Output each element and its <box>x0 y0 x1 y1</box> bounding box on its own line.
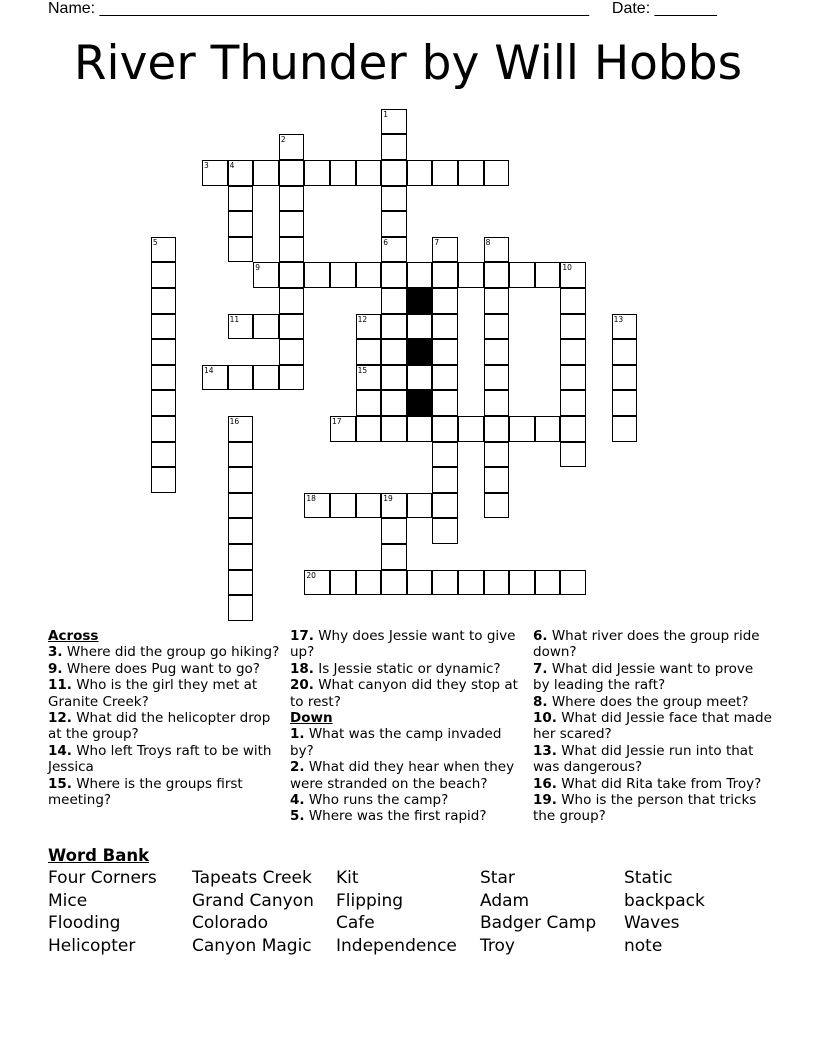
word-bank-item: Kit <box>336 868 359 888</box>
crossword-cell[interactable] <box>202 160 228 186</box>
clue-text: What did the helicopter drop at the group? <box>48 710 271 743</box>
crossword-cell[interactable] <box>202 365 228 391</box>
crossword-cell[interactable] <box>356 339 382 365</box>
crossword-cell[interactable] <box>484 339 510 365</box>
down-heading: Down <box>290 710 333 727</box>
clue-number: 18 <box>306 493 316 503</box>
clue-text: What did Jessie face that made her scared? <box>533 710 772 743</box>
clue-number: 1 <box>383 109 388 119</box>
clue <box>48 661 280 677</box>
crossword-cell[interactable] <box>407 365 433 391</box>
clue-number: 10. <box>533 710 557 727</box>
page-title: River Thunder by Will Hobbs <box>73 36 743 91</box>
word-bank-item: Cafe <box>336 913 375 934</box>
crossword-cell[interactable] <box>484 262 510 288</box>
crossword-cell[interactable] <box>381 570 407 596</box>
crossword-cell[interactable] <box>458 570 484 596</box>
crossword-cell[interactable] <box>407 160 433 186</box>
clue-text: Where was the first rapid? <box>304 808 487 825</box>
crossword-cell[interactable] <box>381 160 407 186</box>
crossword-cell[interactable] <box>228 518 254 544</box>
clue-text: What did Jessie run into that was dangerous? <box>533 742 754 776</box>
crossword-cell[interactable] <box>228 467 254 493</box>
crossword-cell[interactable] <box>381 339 407 365</box>
clue-number: 16 <box>229 417 240 426</box>
clue <box>533 628 773 661</box>
word-bank-item: Flooding <box>48 913 121 934</box>
name-label: Name: <box>48 0 96 17</box>
crossword-cell[interactable] <box>151 288 177 314</box>
crossword-cell[interactable] <box>484 442 510 468</box>
crossword-cell[interactable] <box>356 314 382 340</box>
crossword-cell[interactable] <box>381 493 407 519</box>
crossword-cell[interactable] <box>432 365 458 391</box>
crossword-cell[interactable] <box>228 186 254 212</box>
crossword-cell[interactable] <box>356 160 382 186</box>
word-bank-item: note <box>624 935 663 956</box>
clue-text: What canyon did they stop at to rest? <box>290 677 518 710</box>
word-bank-item: Waves <box>624 913 680 934</box>
clue <box>48 743 280 776</box>
crossword-cell[interactable] <box>330 570 356 596</box>
crossword-cell[interactable] <box>279 365 305 391</box>
crossword-cell[interactable] <box>381 365 407 391</box>
crossword-cell[interactable] <box>279 211 305 237</box>
crossword-cell[interactable] <box>151 314 177 340</box>
crossword-cell[interactable] <box>432 467 458 493</box>
crossword-cell[interactable] <box>228 160 254 186</box>
clue-text: Who is the person that tricks the group? <box>533 792 757 825</box>
word-bank-item: Grand Canyon <box>192 890 314 911</box>
crossword-cell[interactable] <box>381 237 407 263</box>
clue-number: 17 <box>332 417 342 426</box>
crossword-cell[interactable] <box>151 416 177 442</box>
crossword-cell[interactable] <box>381 518 407 544</box>
word-bank-item: backpack <box>624 890 705 911</box>
crossword-cell[interactable] <box>484 493 510 519</box>
crossword-cell[interactable] <box>432 570 458 596</box>
clue <box>290 661 526 677</box>
clue-number: 15 <box>357 365 368 375</box>
clue-text: Where does the group meet? <box>547 693 749 710</box>
across-heading: Across <box>48 628 99 644</box>
word-bank-item: Independence <box>336 935 457 956</box>
crossword-cell[interactable] <box>228 365 254 391</box>
crossword-cell[interactable] <box>560 339 586 365</box>
clue-text: What did Rita take from Troy? <box>556 775 762 792</box>
crossword-cell[interactable] <box>381 109 407 135</box>
crossword-cell[interactable] <box>560 442 586 468</box>
word-bank-item: Helicopter <box>48 935 136 956</box>
word-bank-item: Adam <box>480 890 530 911</box>
crossword-cell[interactable] <box>484 416 510 442</box>
crossword-cell[interactable] <box>484 365 510 391</box>
crossword-cell[interactable] <box>612 339 638 365</box>
crossword-cell[interactable] <box>612 314 638 340</box>
clue <box>48 677 280 710</box>
word-bank-item: Troy <box>480 935 515 956</box>
clue-number: 19 <box>383 493 393 503</box>
crossword-cell[interactable] <box>432 237 458 263</box>
crossword-cell[interactable] <box>253 160 279 186</box>
crossword-cell[interactable] <box>535 416 561 442</box>
clue <box>48 776 280 809</box>
word-bank-item: Colorado <box>192 913 268 934</box>
crossword-cell[interactable] <box>535 262 561 288</box>
crossword-cell[interactable] <box>304 160 330 186</box>
clue-text: Who runs the camp? <box>304 792 449 809</box>
clue <box>290 677 526 710</box>
crossword-cell[interactable] <box>304 570 330 596</box>
crossword-cell[interactable] <box>356 416 382 442</box>
clue <box>533 661 773 694</box>
crossword-cell[interactable] <box>560 314 586 340</box>
across-clues-list-continued <box>290 628 526 710</box>
crossword-cell[interactable] <box>381 544 407 570</box>
clue-text: Who left Troys raft to be with Jessica <box>48 742 272 776</box>
crossword-cell[interactable] <box>407 314 433 340</box>
clue-number: 1. <box>290 726 305 743</box>
word-bank-item: Static <box>624 868 673 888</box>
crossword-cell[interactable] <box>432 314 458 340</box>
clue <box>533 694 773 710</box>
word-bank-item: Star <box>480 868 515 888</box>
crossword-cell[interactable] <box>484 390 510 416</box>
clue-number: 13 <box>613 314 624 324</box>
crossword-cell[interactable] <box>356 493 382 519</box>
clue-number: 7 <box>434 237 440 247</box>
clue-number: 5 <box>152 237 158 247</box>
word-bank-item: Tapeats Creek <box>192 868 312 888</box>
crossword-cell[interactable] <box>279 262 305 288</box>
clue-number: 18. <box>290 660 314 677</box>
crossword-cell[interactable] <box>509 570 535 596</box>
clue-text: Where does Pug want to go? <box>62 660 260 677</box>
crossword-cell[interactable] <box>407 493 433 519</box>
crossword-cell[interactable] <box>279 237 305 263</box>
date-label: Date: <box>611 0 651 17</box>
crossword-cell[interactable] <box>356 262 382 288</box>
crossword-cell[interactable] <box>535 570 561 596</box>
clue-number: 20. <box>290 677 314 694</box>
word-bank-column <box>336 867 457 957</box>
crossword-cell[interactable] <box>356 570 382 596</box>
crossword-cell[interactable] <box>560 416 586 442</box>
clue-number: 16. <box>533 775 557 792</box>
clue <box>533 710 773 743</box>
crossword-cell[interactable] <box>560 365 586 391</box>
clue-number: 17. <box>290 628 314 644</box>
crossword-cell[interactable] <box>484 288 510 314</box>
crossword-cell[interactable] <box>381 186 407 212</box>
clue-number: 15. <box>48 775 72 792</box>
crossword-cell[interactable] <box>432 160 458 186</box>
clue-text: Where is the groups first meeting? <box>48 775 243 809</box>
crossword-cell[interactable] <box>151 339 177 365</box>
crossword-cell[interactable] <box>228 570 254 596</box>
crossword-cell[interactable] <box>253 365 279 391</box>
clue-number: 10 <box>562 263 572 273</box>
clue-number: 8 <box>485 237 491 247</box>
clue <box>533 776 773 792</box>
clue-number: 13. <box>533 742 557 759</box>
clue-number: 12 <box>357 314 368 324</box>
crossword-cell[interactable] <box>279 134 305 160</box>
crossword-cell[interactable] <box>484 160 510 186</box>
crossword-cell[interactable] <box>484 570 510 596</box>
clue <box>290 628 526 661</box>
clue <box>48 644 280 660</box>
clue-text: Is Jessie static or dynamic? <box>313 660 501 677</box>
clue-text: What did they hear when they were stranded on the beach? <box>290 759 515 792</box>
crossword-cell[interactable] <box>509 262 535 288</box>
crossword-cell[interactable] <box>432 416 458 442</box>
word-bank-column <box>48 867 157 957</box>
crossword-cell[interactable] <box>458 160 484 186</box>
crossword-cell[interactable] <box>407 262 433 288</box>
crossword-cell[interactable] <box>407 416 433 442</box>
crossword-cell[interactable] <box>330 493 356 519</box>
crossword-cell[interactable] <box>432 339 458 365</box>
clue-number: 9. <box>48 660 63 677</box>
clue-number: 3 <box>204 161 209 170</box>
crossword-cell[interactable] <box>228 544 254 570</box>
clue-number: 14 <box>204 365 214 375</box>
clue-number: 12. <box>48 710 72 727</box>
clue-text: Who is the girl they met at Granite Creek? <box>48 677 258 710</box>
clue <box>290 759 526 792</box>
clue-number: 14. <box>48 742 72 759</box>
clue-number: 4 <box>229 161 235 170</box>
crossword-cell[interactable] <box>304 493 330 519</box>
crossword-cell[interactable] <box>560 262 586 288</box>
crossword-cell[interactable] <box>381 390 407 416</box>
crossword-cell[interactable] <box>228 493 254 519</box>
crossword-cell[interactable] <box>381 416 407 442</box>
clues-column-1 <box>48 628 280 808</box>
crossword-cell[interactable] <box>228 442 254 468</box>
crossword-cell[interactable] <box>381 288 407 314</box>
clue <box>48 710 280 743</box>
black-square <box>407 390 433 416</box>
clue-number: 11. <box>48 677 72 694</box>
crossword-cell[interactable] <box>432 262 458 288</box>
crossword-cell[interactable] <box>612 390 638 416</box>
clue <box>290 808 526 824</box>
crossword-cell[interactable] <box>253 314 279 340</box>
word-bank-column <box>192 867 314 957</box>
crossword-cell[interactable] <box>304 262 330 288</box>
word-bank-item: Flipping <box>336 890 404 911</box>
down-clues-list <box>290 726 526 824</box>
crossword-cell[interactable] <box>381 211 407 237</box>
crossword-cell[interactable] <box>279 288 305 314</box>
black-square <box>407 288 433 314</box>
clue <box>290 792 526 808</box>
clue-number: 4. <box>290 792 305 809</box>
clue-number: 2. <box>290 759 305 776</box>
crossword-cell[interactable] <box>484 314 510 340</box>
clue-number: 2 <box>280 135 286 145</box>
clue-number: 6 <box>383 237 388 247</box>
crossword-cell[interactable] <box>151 390 177 416</box>
clue-number: 8. <box>533 693 548 710</box>
name-blank[interactable]: _______________________________________________________ <box>99 0 589 17</box>
word-bank-title: Word Bank <box>48 846 150 865</box>
clue-number: 19. <box>533 792 557 809</box>
crossword-cell[interactable] <box>151 262 177 288</box>
clues-column-2 <box>290 628 526 825</box>
crossword-cell[interactable] <box>151 467 177 493</box>
crossword-cell[interactable] <box>151 237 177 263</box>
clue <box>290 726 526 759</box>
crossword-cell[interactable] <box>330 160 356 186</box>
crossword-cell[interactable] <box>432 390 458 416</box>
clue-number: 6. <box>533 628 548 644</box>
crossword-cell[interactable] <box>381 134 407 160</box>
clue-text: Why does Jessie want to give up? <box>290 628 516 661</box>
clue-number: 7. <box>533 660 548 677</box>
crossword-cell[interactable] <box>381 262 407 288</box>
crossword-cell[interactable] <box>356 365 382 391</box>
clue <box>533 792 773 825</box>
crossword-cell[interactable] <box>228 314 254 340</box>
crossword-cell[interactable] <box>432 288 458 314</box>
crossword-cell[interactable] <box>458 416 484 442</box>
crossword-cell[interactable] <box>151 442 177 468</box>
crossword-cell[interactable] <box>612 416 638 442</box>
crossword-cell[interactable] <box>253 262 279 288</box>
clue-text: What did Jessie want to prove by leading the raft? <box>533 660 754 694</box>
clue-text: What river does the group ride down? <box>533 628 760 661</box>
crossword-cell[interactable] <box>484 467 510 493</box>
clue-number: 9 <box>255 263 260 273</box>
crossword-cell[interactable] <box>484 237 510 263</box>
clue-number: 3. <box>48 644 63 661</box>
clue-number: 20 <box>306 570 316 580</box>
word-bank-item: Mice <box>48 890 88 911</box>
crossword-cell[interactable] <box>279 160 305 186</box>
clue-number: 5. <box>290 808 305 825</box>
crossword-cell[interactable] <box>509 416 535 442</box>
down-clues-list-continued <box>533 628 773 825</box>
clue-number: 11 <box>229 314 240 324</box>
crossword-cell[interactable] <box>279 339 305 365</box>
crossword-cell[interactable] <box>407 570 433 596</box>
word-bank-column <box>480 867 596 957</box>
crossword-cell[interactable] <box>560 570 586 596</box>
clue-text: What was the camp invaded by? <box>290 726 502 759</box>
crossword-cell[interactable] <box>228 416 254 442</box>
word-bank-item: Badger Camp <box>480 913 597 934</box>
black-square <box>407 339 433 365</box>
crossword-cell[interactable] <box>560 390 586 416</box>
crossword-cell[interactable] <box>612 365 638 391</box>
crossword-cell[interactable] <box>279 314 305 340</box>
clue-text: Where did the group go hiking? <box>62 644 280 661</box>
crossword-cell[interactable] <box>330 416 356 442</box>
crossword-cell[interactable] <box>458 262 484 288</box>
crossword-cell[interactable] <box>151 365 177 391</box>
crossword-cell[interactable] <box>228 595 254 621</box>
crossword-cell[interactable] <box>330 262 356 288</box>
crossword-cell[interactable] <box>228 211 254 237</box>
crossword-cell[interactable] <box>228 237 254 263</box>
word-bank-item: Four Corners <box>48 868 157 888</box>
crossword-cell[interactable] <box>432 493 458 519</box>
across-clues-list <box>48 644 280 808</box>
clues-column-3 <box>533 628 773 825</box>
crossword-cell[interactable] <box>432 518 458 544</box>
crossword-cell[interactable] <box>356 390 382 416</box>
word-bank-item: Canyon Magic <box>192 935 312 956</box>
date-blank[interactable]: _______ <box>654 0 717 17</box>
crossword-cell[interactable] <box>560 288 586 314</box>
crossword-cell[interactable] <box>432 442 458 468</box>
crossword-cell[interactable] <box>279 186 305 212</box>
word-bank-column <box>624 867 705 957</box>
crossword-cell[interactable] <box>381 314 407 340</box>
clue <box>533 743 773 776</box>
